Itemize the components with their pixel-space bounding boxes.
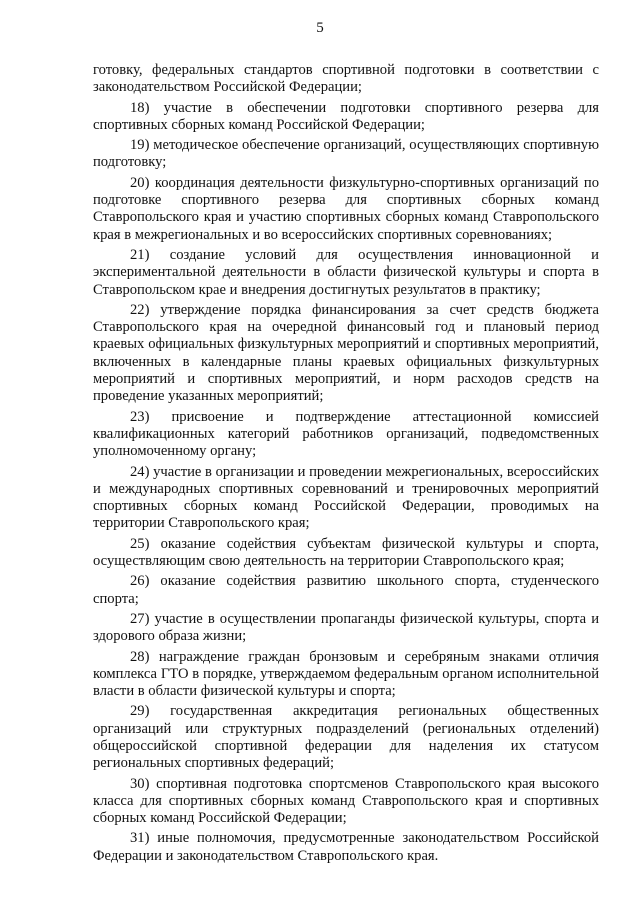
paragraph-item-23: 23) присвоение и подтверждение аттестационной комиссией квалификационных категорий работников организаций, подведомственных уполномоченному органу; bbox=[93, 408, 599, 460]
paragraph-item-25: 25) оказание содействия субъектам физической культуры и спорта, осуществляющим свою деятельность на территории Ставропольского края; bbox=[93, 535, 599, 570]
paragraph-item-30: 30) спортивная подготовка спортсменов Ставропольского края высокого класса для спортивных сборных команд Ставропольского края и спортивных сборных команд Российской Федерации; bbox=[93, 775, 599, 827]
paragraph-continuation: готовку, федеральных стандартов спортивной подготовки в соответствии с законодательством Российской Федерации; bbox=[93, 62, 599, 96]
paragraph-item-22: 22) утверждение порядка финансирования за счет средств бюджета Ставропольского края на очередной финансовый год и плановый период краевых официальных физкультурных мероприятий и спортивных мероприятий, включенных в календарные планы краевых официальных физкультурных мероприятий и спортивных мероприятий, и норм расходов средств на проведение указанных мероприятий; bbox=[93, 301, 599, 405]
paragraph-item-27: 27) участие в осуществлении пропаганды физической культуры, спорта и здорового образа жизни; bbox=[93, 610, 599, 645]
paragraph-item-24: 24) участие в организации и проведении межрегиональных, всероссийских и международных спортивных соревнований и тренировочных мероприятий спортивных сборных команд Российской Федерации, проводимых на территории Ставропольского края; bbox=[93, 463, 599, 532]
paragraph-item-28: 28) награждение граждан бронзовым и серебряным знаками отличия комплекса ГТО в порядке, утверждаемом федеральным органом исполнительной власти в области физической культуры и спорта; bbox=[93, 648, 599, 700]
paragraph-item-20: 20) координация деятельности физкультурно-спортивных организаций по подготовке спортивного резерва для спортивных сборных команд Ставропольского края и участию спортивных сборных команд Ставропольского края в межрегиональных и во всероссийских спортивных соревнованиях; bbox=[93, 174, 599, 243]
document-body bbox=[93, 62, 599, 868]
paragraph-item-31: 31) иные полномочия, предусмотренные законодательством Российской Федерации и законодательством Ставропольского края. bbox=[93, 830, 599, 864]
paragraph-item-18: 18) участие в обеспечении подготовки спортивного резерва для спортивных сборных команд Российской Федерации; bbox=[93, 99, 599, 133]
paragraph-item-26: 26) оказание содействия развитию школьного спорта, студенческого спорта; bbox=[93, 573, 599, 607]
page-number: 5 bbox=[316, 20, 324, 36]
paragraph-item-29: 29) государственная аккредитация региональных общественных организаций или структурных подразделений (региональных отделений) общероссийской спортивной федерации для наделения их статусом региональных спортивных федераций; bbox=[93, 703, 599, 772]
paragraph-item-19: 19) методическое обеспечение организаций, осуществляющих спортивную подготовку; bbox=[93, 137, 599, 171]
paragraph-item-21: 21) создание условий для осуществления инновационной и экспериментальной деятельности в области физической культуры и спорта в Ставропольском крае и внедрения достигнутых результатов в практику; bbox=[93, 246, 599, 298]
